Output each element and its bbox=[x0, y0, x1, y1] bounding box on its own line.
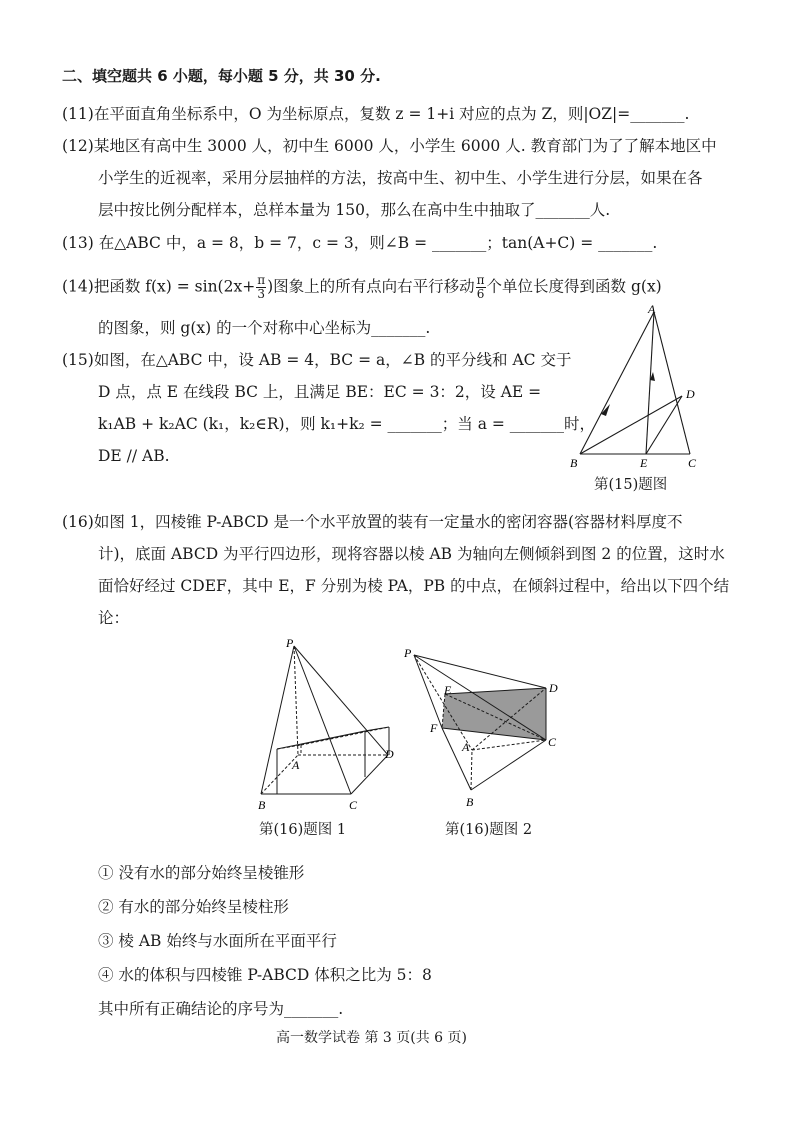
q14-frac-pi3 bbox=[256, 274, 266, 301]
q15-line1: (15)如图，在△ABC 中，设 AB = 4，BC = a，∠B 的平分线和 AC 交于 bbox=[62, 351, 572, 369]
q16-fig2-edge-bc bbox=[471, 740, 546, 790]
q16-line3: 面恰好经过 CDEF，其中 E，F 分别为棱 PA，PB 的中点，在倾斜过程中，给出以下四个结 bbox=[98, 577, 730, 595]
q13-text: (13) 在△ABC 中，a = 8，b = 7，c = 3，则∠B = _______；tan(A+C) = _______. bbox=[62, 234, 658, 252]
q15-label-a: A bbox=[648, 302, 656, 316]
q14-text-a: (14)把函数 f(x) = sin(2x+ bbox=[62, 277, 256, 296]
q15-segment-de bbox=[646, 396, 682, 454]
q14-pi6-denominator: 6 bbox=[476, 287, 485, 301]
q16-fig2-label-f: F bbox=[430, 721, 438, 735]
q16-figure2-tilted-pyramid bbox=[400, 640, 570, 812]
q14-line2: 的图象，则 g(x) 的一个对称中心坐标为_______. bbox=[98, 319, 431, 337]
q16-answer-prompt: 其中所有正确结论的序号为_______. bbox=[98, 1000, 344, 1018]
q16-fig2-label-a: A bbox=[462, 740, 470, 754]
q16-fig2-label-e: E bbox=[444, 683, 452, 697]
q15-label-b: B bbox=[570, 456, 578, 470]
q16-figure1-caption: 第(16)题图 1 bbox=[259, 822, 347, 838]
q14-pi6-numerator: π bbox=[476, 273, 485, 287]
q15-label-e: E bbox=[640, 456, 648, 470]
q16-figure2-caption: 第(16)题图 2 bbox=[445, 822, 533, 838]
q15-segment-ae bbox=[646, 312, 654, 454]
q16-fig1-label-d: D bbox=[385, 747, 394, 761]
q16-line4: 论： bbox=[98, 609, 130, 627]
q12-line1: (12)某地区有高中生 3000 人，初中生 6000 人，小学生 6000 人. 教育部门为了了解本地区中 bbox=[62, 137, 717, 155]
q15-figure-caption: 第(15)题图 bbox=[594, 477, 668, 493]
q16-fig1-label-b: B bbox=[258, 798, 266, 810]
q16-fig2-water-surface bbox=[442, 688, 546, 740]
q16-option-1: ① 没有水的部分始终呈棱锥形 bbox=[98, 864, 305, 882]
q15-label-d: D bbox=[686, 387, 695, 401]
q16-fig2-label-c: C bbox=[548, 735, 557, 749]
q16-fig2-edge-fb bbox=[442, 728, 471, 790]
q16-option-3: ③ 棱 AB 始终与水面所在平面平行 bbox=[98, 932, 337, 950]
q15-line2: D 点，点 E 在线段 BC 上，且满足 BE：EC = 3：2，设 AE = bbox=[98, 383, 542, 401]
q15-line3: k₁AB + k₂AC (k₁，k₂∈R)，则 k₁+k₂ = _______；当 a = _______时， bbox=[98, 415, 596, 433]
q16-fig2-edge-pf bbox=[414, 655, 442, 728]
q16-fig2-label-b: B bbox=[466, 795, 474, 809]
q15-triangle-figure bbox=[566, 302, 716, 470]
q16-option-4: ④ 水的体积与四棱锥 P-ABCD 体积之比为 5：8 bbox=[98, 966, 432, 984]
q16-option-2: ② 有水的部分始终呈棱柱形 bbox=[98, 898, 289, 916]
q16-fig2-edge-ac bbox=[472, 740, 546, 750]
q15-label-c: C bbox=[688, 456, 697, 470]
q16-figure1-pyramid bbox=[252, 632, 412, 810]
q11-text: (11)在平面直角坐标系中，O 为坐标原点，复数 z = 1+i 对应的点为 Z，则|OZ|=_______. bbox=[62, 105, 690, 123]
q14-line1 bbox=[62, 274, 662, 301]
q16-fig1-label-c: C bbox=[349, 798, 358, 810]
page-footer: 高一数学试卷 第 3 页(共 6 页) bbox=[276, 1030, 467, 1046]
q16-fig1-edge-pd bbox=[294, 646, 388, 755]
q16-fig1-edge-pa bbox=[294, 646, 298, 755]
q16-fig1-label-p: P bbox=[286, 636, 294, 650]
q14-pi3-denominator: 3 bbox=[257, 287, 265, 301]
q16-line2: 计)，底面 ABCD 为平行四边形，现将容器以棱 AB 为轴向左侧倾斜到图 2 的位置，这时水 bbox=[98, 545, 725, 563]
q16-fig2-label-d: D bbox=[549, 681, 558, 695]
q16-line1: (16)如图 1，四棱锥 P-ABCD 是一个水平放置的装有一定量水的密闭容器(容器材料厚度不 bbox=[62, 513, 683, 531]
q16-fig1-edge-pc bbox=[294, 646, 351, 794]
q14-pi3-numerator: π bbox=[257, 273, 266, 287]
section-title: 二、填空题共 6 小题，每小题 5 分，共 30 分. bbox=[62, 67, 381, 85]
q16-fig2-edge-pd bbox=[414, 655, 546, 688]
q16-fig1-label-a: A bbox=[292, 758, 300, 772]
q14-text-c: 个单位长度得到函数 g(x) bbox=[486, 277, 662, 296]
q16-fig2-label-p: P bbox=[404, 646, 412, 660]
q14-text-b: )图象上的所有点向右平行移动 bbox=[267, 277, 475, 296]
q16-fig1-water-line-1 bbox=[277, 731, 365, 749]
q12-line2: 小学生的近视率，采用分层抽样的方法，按高中生、初中生、小学生进行分层，如果在各 bbox=[98, 169, 703, 187]
q15-line4: DE // AB. bbox=[98, 447, 170, 465]
q14-frac-pi6 bbox=[476, 274, 486, 301]
q16-fig2-edge-ba bbox=[471, 750, 472, 790]
q16-fig1-edge-cd bbox=[351, 755, 388, 794]
q12-line3: 层中按比例分配样本，总样本量为 150，那么在高中生中抽取了_______人. bbox=[98, 201, 611, 219]
